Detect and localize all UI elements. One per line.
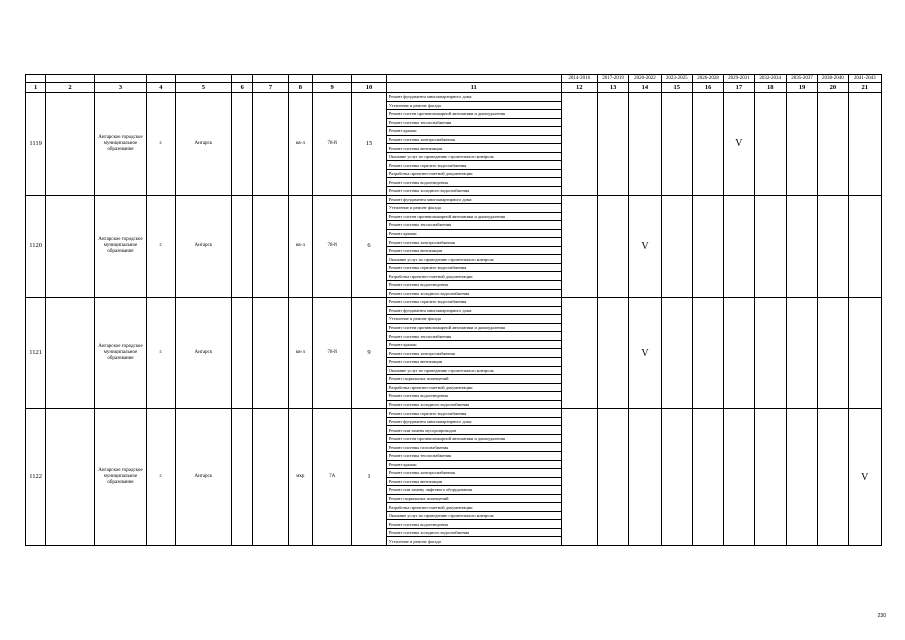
municipality-cell: Ангарское городское муниципальное образование	[94, 409, 147, 546]
locality-type-cell: г.	[147, 195, 175, 298]
empty-cell	[46, 409, 95, 546]
period-cell	[754, 93, 786, 196]
work-item-cell: Оказание услуг по проведению строительного контроля	[386, 152, 561, 161]
period-mark-cell: V	[724, 93, 754, 196]
empty-header-cell	[94, 75, 147, 83]
period-mark-cell: V	[629, 195, 661, 298]
locality-cell: Ангарск	[175, 409, 232, 546]
street-type-cell: кв-л	[288, 93, 312, 196]
page-number: 230	[877, 613, 886, 619]
period-cell	[754, 298, 786, 409]
work-item-cell: Ремонт фундамента многоквартирного дома	[386, 306, 561, 315]
table-row	[26, 409, 882, 418]
work-item-cell: Ремонт системы холодного водоснабжения	[386, 528, 561, 537]
empty-cell	[232, 93, 253, 196]
work-item-cell: Оказание услуг по проведению строительного контроля	[386, 255, 561, 264]
period-cell	[754, 409, 786, 546]
work-item-cell: Утепление и ремонт фасада	[386, 101, 561, 110]
work-item-cell: Ремонт системы электроснабжения	[386, 469, 561, 478]
column-number-cell: 6	[232, 83, 253, 93]
locality-type-cell: г.	[147, 93, 175, 196]
column-number-cell: 10	[352, 83, 386, 93]
work-item-cell: Разработка проектно-сметной документации	[386, 503, 561, 512]
column-number-cell: 3	[94, 83, 147, 93]
empty-cell	[232, 409, 253, 546]
empty-cell	[253, 409, 288, 546]
period-cell	[786, 93, 817, 196]
municipality-cell: Ангарское городское муниципальное образование	[94, 93, 147, 196]
work-item-cell: Ремонт системы теплоснабжения	[386, 332, 561, 341]
column-number-cell: 21	[848, 83, 881, 93]
record-id-cell: 1119	[26, 93, 46, 196]
work-item-cell: Ремонт системы теплоснабжения	[386, 118, 561, 127]
period-cell	[661, 195, 692, 298]
work-item-cell: Ремонт крыши	[386, 127, 561, 136]
period-header-cell: 2038-2040	[818, 75, 848, 83]
street-type-cell: кв-л	[288, 195, 312, 298]
work-item-cell: Ремонт крыши	[386, 340, 561, 349]
period-cell	[692, 93, 723, 196]
work-item-cell: Ремонт системы вентиляции	[386, 357, 561, 366]
work-item-cell: Ремонт системы горячего водоснабжения	[386, 263, 561, 272]
house-cell: 78-й	[312, 93, 351, 196]
house-cell: 78-й	[312, 195, 351, 298]
municipality-cell: Ангарское городское муниципальное образование	[94, 298, 147, 409]
period-cell	[848, 195, 881, 298]
building-number-cell: 1	[352, 409, 386, 546]
capital-repair-table	[25, 74, 882, 546]
period-header-cell: 2023-2025	[661, 75, 692, 83]
work-item-cell: Ремонт систем противопожарной автоматики и дымоудаления	[386, 434, 561, 443]
empty-cell	[232, 195, 253, 298]
period-cell	[724, 409, 754, 546]
period-cell	[629, 409, 661, 546]
period-header-cell: 2026-2028	[692, 75, 723, 83]
street-type-cell: кв-л	[288, 298, 312, 409]
empty-header-cell	[352, 75, 386, 83]
period-cell	[692, 409, 723, 546]
period-header-cell: 2017-2019	[597, 75, 628, 83]
record-id-cell: 1120	[26, 195, 46, 298]
column-number-cell: 18	[754, 83, 786, 93]
period-cell	[561, 195, 597, 298]
house-cell: 78-й	[312, 298, 351, 409]
period-cell	[597, 298, 628, 409]
work-item-cell: Ремонт системы холодного водоснабжения	[386, 289, 561, 298]
column-number-cell: 14	[629, 83, 661, 93]
period-header-cell: 2014-2016	[561, 75, 597, 83]
period-cell	[692, 195, 723, 298]
empty-cell	[232, 298, 253, 409]
work-item-cell: Ремонт или замена мусоропроводов	[386, 426, 561, 435]
work-item-cell: Разработка проектно-сметной документации	[386, 272, 561, 281]
record-id-cell: 1121	[26, 298, 46, 409]
locality-cell: Ангарск	[175, 93, 232, 196]
building-number-cell: 6	[352, 195, 386, 298]
period-cell	[818, 409, 848, 546]
work-item-cell: Ремонт системы электроснабжения	[386, 135, 561, 144]
work-item-cell: Ремонт системы водоотведения	[386, 392, 561, 401]
column-number-cell: 13	[597, 83, 628, 93]
work-item-cell: Оказание услуг по проведению строительного контроля	[386, 366, 561, 375]
column-number-cell: 9	[312, 83, 351, 93]
period-cell	[724, 195, 754, 298]
empty-header-cell	[26, 75, 46, 83]
period-cell	[629, 93, 661, 196]
work-item-cell: Ремонт крыши	[386, 229, 561, 238]
work-item-cell: Оказание услуг по проведению строительного контроля	[386, 511, 561, 520]
municipality-cell: Ангарское городское муниципальное образование	[94, 195, 147, 298]
period-cell	[597, 93, 628, 196]
work-item-cell: Ремонт системы электроснабжения	[386, 349, 561, 358]
period-cell	[786, 195, 817, 298]
column-number-cell: 8	[288, 83, 312, 93]
locality-type-cell: г.	[147, 409, 175, 546]
period-cell	[818, 93, 848, 196]
empty-cell	[253, 298, 288, 409]
period-cell	[848, 93, 881, 196]
column-number-cell: 15	[661, 83, 692, 93]
column-number-row	[26, 83, 882, 93]
work-item-cell: Ремонт систем противопожарной автоматики и дымоудаления	[386, 323, 561, 332]
empty-cell	[253, 195, 288, 298]
locality-cell: Ангарск	[175, 195, 232, 298]
period-header-cell: 2032-2034	[754, 75, 786, 83]
work-item-cell: Ремонт системы горячего водоснабжения	[386, 409, 561, 418]
empty-cell	[46, 93, 95, 196]
period-cell	[661, 409, 692, 546]
column-number-cell: 12	[561, 83, 597, 93]
work-item-cell: Ремонт систем противопожарной автоматики и дымоудаления	[386, 110, 561, 119]
table-row	[26, 298, 882, 307]
work-item-cell: Разработка проектно-сметной документации	[386, 383, 561, 392]
work-item-cell: Ремонт крыши	[386, 460, 561, 469]
work-item-cell: Ремонт систем противопожарной автоматики и дымоудаления	[386, 212, 561, 221]
work-item-cell: Ремонт фундамента многоквартирного дома	[386, 93, 561, 102]
street-type-cell: мкр	[288, 409, 312, 546]
column-number-cell: 17	[724, 83, 754, 93]
work-item-cell: Ремонт или замену лифтового оборудования	[386, 486, 561, 495]
period-header-cell: 2020-2022	[629, 75, 661, 83]
work-item-cell: Ремонт системы электроснабжения	[386, 238, 561, 247]
work-item-cell: Ремонт системы вентиляции	[386, 477, 561, 486]
work-item-cell: Утепление и ремонт фасада	[386, 204, 561, 213]
work-item-cell: Ремонт системы холодного водоснабжения	[386, 400, 561, 409]
work-item-cell: Ремонт системы водоотведения	[386, 520, 561, 529]
work-item-cell: Ремонт системы водоотведения	[386, 178, 561, 187]
column-number-cell: 7	[253, 83, 288, 93]
empty-header-cell	[312, 75, 351, 83]
period-cell	[561, 298, 597, 409]
period-cell	[818, 298, 848, 409]
column-number-cell: 16	[692, 83, 723, 93]
period-mark-cell: V	[629, 298, 661, 409]
work-item-cell: Ремонт системы вентиляции	[386, 144, 561, 153]
locality-cell: Ангарск	[175, 298, 232, 409]
work-item-cell: Ремонт подвальных помещений	[386, 375, 561, 384]
work-item-cell: Ремонт системы газоснабжения	[386, 443, 561, 452]
column-number-cell: 2	[46, 83, 95, 93]
period-cell	[661, 93, 692, 196]
period-cell	[561, 93, 597, 196]
table-row	[26, 195, 882, 204]
empty-cell	[46, 298, 95, 409]
period-cell	[848, 298, 881, 409]
column-number-cell: 19	[786, 83, 817, 93]
period-cell	[786, 409, 817, 546]
period-cell	[786, 298, 817, 409]
record-id-cell: 1122	[26, 409, 46, 546]
empty-cell	[46, 195, 95, 298]
period-header-cell: 2035-2037	[786, 75, 817, 83]
column-number-cell: 4	[147, 83, 175, 93]
building-number-cell: 9	[352, 298, 386, 409]
empty-header-cell	[253, 75, 288, 83]
period-cell	[692, 298, 723, 409]
work-item-cell: Ремонт фундамента многоквартирного дома	[386, 417, 561, 426]
period-mark-cell: V	[848, 409, 881, 546]
period-cell	[561, 409, 597, 546]
locality-type-cell: г.	[147, 298, 175, 409]
empty-header-cell	[232, 75, 253, 83]
table-row	[26, 93, 882, 102]
empty-header-cell	[288, 75, 312, 83]
period-cell	[818, 195, 848, 298]
period-cell	[724, 298, 754, 409]
work-item-cell: Ремонт системы горячего водоснабжения	[386, 298, 561, 307]
schedule-sheet	[25, 74, 882, 546]
empty-cell	[253, 93, 288, 196]
period-cell	[661, 298, 692, 409]
work-item-cell: Разработка проектно-сметной документации	[386, 169, 561, 178]
work-item-cell: Ремонт системы горячего водоснабжения	[386, 161, 561, 170]
period-header-cell: 2029-2031	[724, 75, 754, 83]
period-cell	[754, 195, 786, 298]
empty-header-cell	[46, 75, 95, 83]
work-item-cell: Ремонт системы теплоснабжения	[386, 221, 561, 230]
empty-header-cell	[147, 75, 175, 83]
work-item-cell: Ремонт системы холодного водоснабжения	[386, 187, 561, 196]
empty-header-cell	[175, 75, 232, 83]
period-cell	[597, 195, 628, 298]
period-header-row	[26, 75, 882, 83]
building-number-cell: 15	[352, 93, 386, 196]
column-number-cell: 11	[386, 83, 561, 93]
work-item-cell: Утепление и ремонт фасада	[386, 315, 561, 324]
work-item-cell: Ремонт системы вентиляции	[386, 246, 561, 255]
column-number-cell: 1	[26, 83, 46, 93]
period-cell	[597, 409, 628, 546]
column-number-cell: 20	[818, 83, 848, 93]
column-number-cell: 5	[175, 83, 232, 93]
work-item-cell: Ремонт фундамента многоквартирного дома	[386, 195, 561, 204]
work-item-cell: Ремонт системы теплоснабжения	[386, 451, 561, 460]
period-header-cell: 2041-2043	[848, 75, 881, 83]
work-item-cell: Ремонт подвальных помещений	[386, 494, 561, 503]
work-item-cell: Утепление и ремонт фасада	[386, 537, 561, 546]
house-cell: 7А	[312, 409, 351, 546]
empty-header-cell	[386, 75, 561, 83]
work-item-cell: Ремонт системы водоотведения	[386, 281, 561, 290]
